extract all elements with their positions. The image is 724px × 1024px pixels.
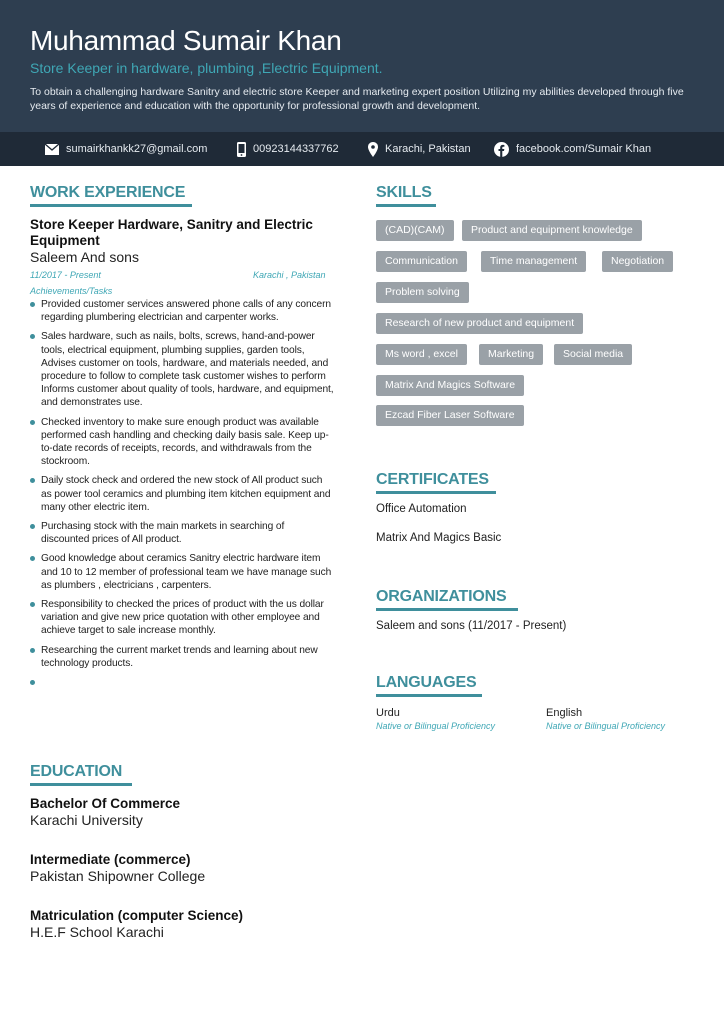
skill-tag: (CAD)(CAM) (376, 220, 454, 241)
organizations-rule (376, 608, 518, 611)
skills-heading: SKILLS (376, 184, 432, 201)
languages-heading: LANGUAGES (376, 674, 477, 691)
job-bullet: Responsibility to checked the prices of product with the us dollar variation and give new price quotation with other employee and achieve target to sale increase monthly. (30, 598, 334, 638)
job-bullet: Provided customer services answered phone calls of any concern regarding plumbering electrician and carpenter works. (30, 298, 334, 324)
education-school: Karachi University (30, 812, 143, 828)
language-name: English (546, 707, 583, 719)
contact-phone[interactable] (237, 132, 339, 166)
email-icon (45, 144, 59, 155)
languages-rule (376, 694, 482, 697)
work-experience-heading: WORK EXPERIENCE (30, 184, 186, 201)
certificate-item: Matrix And Magics Basic (376, 532, 502, 544)
phone-icon (237, 142, 246, 157)
certificate-item: Office Automation (376, 503, 467, 515)
work-experience-rule (30, 204, 192, 207)
job-bullet-list (30, 298, 334, 695)
skill-tag: Time management (481, 251, 586, 272)
achievements-label: Achievements/Tasks (30, 286, 113, 296)
skills-rule (376, 204, 436, 207)
job-company: Saleem And sons (30, 249, 139, 265)
skill-tag: Ezcad Fiber Laser Software (376, 405, 524, 426)
candidate-title: Store Keeper in hardware, plumbing ,Electric Equipment. (30, 60, 383, 76)
skill-tag: Ms word , excel (376, 344, 467, 365)
job-title: Store Keeper Hardware, Sanitry and Electric Equipment (30, 217, 313, 248)
contact-bar (0, 132, 724, 166)
job-bullet: Researching the current market trends and learning about new technology products. (30, 644, 334, 670)
organization-item: Saleem and sons (11/2017 - Present) (376, 620, 567, 632)
contact-location (368, 132, 471, 166)
location-pin-icon (368, 142, 378, 157)
email-text: sumairkhankk27@gmail.com (66, 143, 208, 155)
facebook-text: facebook.com/Sumair Khan (516, 143, 652, 155)
education-degree: Bachelor Of Commerce (30, 796, 181, 811)
resume-header (0, 0, 724, 132)
skill-tag: Matrix And Magics Software (376, 375, 524, 396)
job-bullet-empty (30, 676, 334, 689)
job-bullet: Checked inventory to make sure enough product was available performed cash handling and checking daily basis sale. Keep up-to-date records of receipts, records, and withdrawals from the stockroom. (30, 416, 334, 469)
certificates-rule (376, 491, 496, 494)
education-rule (30, 783, 132, 786)
certificates-heading: CERTIFICATES (376, 471, 489, 488)
contact-email[interactable] (45, 132, 207, 166)
skill-tag: Marketing (479, 344, 543, 365)
phone-text: 00923144337762 (253, 143, 339, 155)
job-bullet: Daily stock check and ordered the new stock of All product such as power tool ceramics and plumbing item kitchen equipment and many other electric item. (30, 474, 334, 514)
skill-tag: Social media (554, 344, 632, 365)
education-school: Pakistan Shipowner College (30, 868, 206, 884)
skill-tag: Communication (376, 251, 467, 272)
skill-tag: Research of new product and equipment (376, 313, 583, 334)
organizations-heading: ORGANIZATIONS (376, 588, 507, 605)
candidate-name: Muhammad Sumair Khan (30, 25, 342, 56)
job-bullet: Purchasing stock with the main markets in searching of discounted prices of All product. (30, 520, 334, 546)
facebook-icon (494, 142, 509, 157)
education-heading: EDUCATION (30, 763, 123, 780)
skill-tag: Negotiation (602, 251, 673, 272)
skill-tag: Product and equipment knowledge (462, 220, 642, 241)
location-text: Karachi, Pakistan (385, 143, 471, 155)
job-bullet: Sales hardware, such as nails, bolts, screws, hand-and-power tools, electrical equipment, plumbing supplies, garden tools, Advises customer on tools, hardware, and materials needed, and procedure to follow to complete task customer wishes to perform Informs customer about quality of tools, hardware, and equipment, and demonstrates use. (30, 330, 334, 409)
contact-facebook[interactable] (494, 132, 651, 166)
summary-text: To obtain a challenging hardware Sanitry and electric store Keeper and marketing expert position Utilizing my abilities developed through five years of experience and education with the opportunity for professional growth and development. (30, 86, 684, 112)
skill-tag: Problem solving (376, 282, 469, 303)
language-name: Urdu (376, 707, 400, 719)
language-level: Native or Bilingual Proficiency (546, 721, 666, 731)
education-school: H.E.F School Karachi (30, 924, 164, 940)
education-degree: Matriculation (computer Science) (30, 908, 244, 923)
language-level: Native or Bilingual Proficiency (376, 721, 496, 731)
education-degree: Intermediate (commerce) (30, 852, 191, 867)
job-bullet: Good knowledge about ceramics Sanitry electric hardware item and 10 to 12 member of professional team we have manage such as plumbers , electricians , carpenters. (30, 552, 334, 592)
job-dates: 11/2017 - Present (30, 270, 101, 280)
job-location: Karachi , Pakistan (253, 270, 326, 280)
